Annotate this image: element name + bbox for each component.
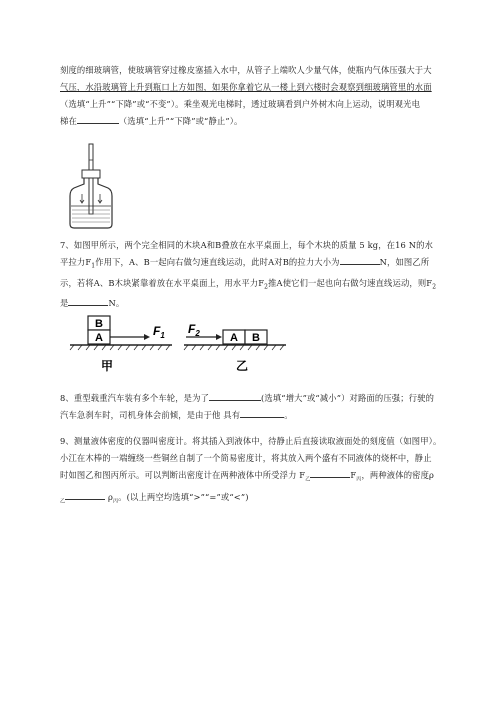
q8-blank-inertia[interactable]	[240, 408, 284, 418]
q9-rho-bing: ρ	[107, 491, 113, 502]
yi-block-a-label: A	[230, 332, 238, 344]
jia-f1-label: $F_1$	[153, 324, 165, 340]
figure-yi	[184, 322, 286, 373]
q7-line-2-b: 作用下，A、B一起向右做匀速直线运动，此时A对B的拉力大小为	[95, 257, 340, 267]
q9-blank-density[interactable]	[65, 490, 105, 500]
q9-blank-buoyancy[interactable]	[310, 468, 350, 478]
q8-line-2-b: 。	[284, 410, 293, 420]
yi-block-b-label: B	[252, 332, 260, 344]
q9-line-3-b: F	[350, 470, 357, 480]
q7-line-4-b: N。	[108, 298, 125, 309]
yi-f2-label: $F_2$	[188, 322, 200, 338]
q9-line-4	[60, 489, 444, 511]
q6-line-3: （选填“上升”“下降”或“不变”）。乘坐观光电梯时，透过玻璃看到户外树木向上运动，说明观光电	[60, 99, 421, 109]
q7-line-2-a: 平拉力F	[60, 257, 92, 267]
q7-line-3-b: 推A使它们一起也向右做匀速直线运动，则F	[268, 277, 433, 288]
q7-blank-force-f2[interactable]	[68, 296, 108, 306]
q7-line-3-a: 示，若将A、B木块紧靠着放在水平桌面上，用水平力F	[60, 277, 265, 288]
q9-rho-yi-sub: 乙	[60, 498, 66, 505]
jia-block-a-label: A	[95, 332, 103, 344]
q7-line-2-c: N，如图乙所	[379, 257, 430, 267]
q7-line-4-a: 是	[60, 298, 69, 309]
figure-jia	[70, 316, 172, 373]
q9-line-3	[60, 467, 444, 489]
q9-rho-bing-sub: 丙	[112, 498, 119, 505]
jia-block-b-label: B	[95, 318, 103, 330]
q7-f2-sub: 2	[264, 283, 269, 291]
q9-f-yi-sub: 乙	[305, 476, 311, 483]
q9-line-3-a: 时如图乙和图丙所示。可以判断出密度计在两种液体中所受浮力 F	[60, 470, 306, 480]
caption-jia: 甲	[101, 359, 114, 373]
q8-line-2	[60, 407, 444, 424]
q7-line-2	[60, 254, 444, 275]
caption-yi: 乙	[236, 359, 249, 373]
q6-line-4-start: 梯在	[60, 116, 77, 126]
question-8	[60, 390, 444, 424]
q8-blank-pressure[interactable]	[209, 391, 261, 401]
q7-line-3	[60, 275, 444, 296]
q9-line-4-b: 。(以上两空均选填“>”“=”或“<”)	[118, 491, 249, 502]
q9-line-1: 9、测量液体密度的仪器叫密度计。将其插入到液体中，待静止后直接读取液面处的刻度值（如图甲）。	[60, 436, 442, 446]
question-9	[60, 433, 444, 510]
bottle-figure	[60, 140, 130, 230]
q7-blank-force-ab[interactable]	[340, 255, 380, 265]
q9-line-3-c: ，两种液体的密度ρ	[361, 470, 435, 480]
question-7	[60, 237, 444, 312]
q9-line-2: 小江在木棒的一端缠绕一些铜丝自制了一个简易密度计，将其放入两个盛有不同液体的烧杯中，静止	[60, 453, 432, 463]
blocks-figure	[68, 310, 298, 378]
question-6	[60, 62, 444, 130]
q6-line-1: 刻度的细玻璃管，使玻璃管穿过橡皮塞插入水中，从管子上端吹人少量气体，使瓶内气体压强大于大	[60, 65, 432, 75]
q6-line-2-text: 气压，水沿玻璃管上升到瓶口上方如图，如果你拿着它从一楼上到六楼时会观察到细玻璃管里的水面	[60, 82, 432, 92]
q6-line-4	[60, 113, 444, 130]
q8-line-1-a: 8、重型载重汽车装有多个车轮，是为了	[60, 393, 210, 403]
q7-f2-sub-2: 2	[432, 283, 437, 291]
q7-f1-sub: 1	[91, 262, 96, 270]
q8-line-2-a: 汽车急刹车时，司机身体会前倾，是由于他 具有	[60, 410, 241, 420]
q7-line-1: 7、如图甲所示，两个完全相同的木块A和B叠放在水平桌面上，每个木块的质量 5 kg，在16 N的水	[60, 240, 434, 250]
q8-line-1-b: (选填“增大”或“减小”）对路面的压强；行驶的	[261, 393, 435, 403]
q9-f-bing-sub: 丙	[356, 476, 362, 483]
q6-line-4-end: （选填“上升”“下降”或“静止”）。	[118, 116, 243, 126]
q6-line-2	[60, 79, 444, 96]
q6-blank-elevator[interactable]	[77, 114, 119, 124]
q8-line-1	[60, 390, 444, 407]
